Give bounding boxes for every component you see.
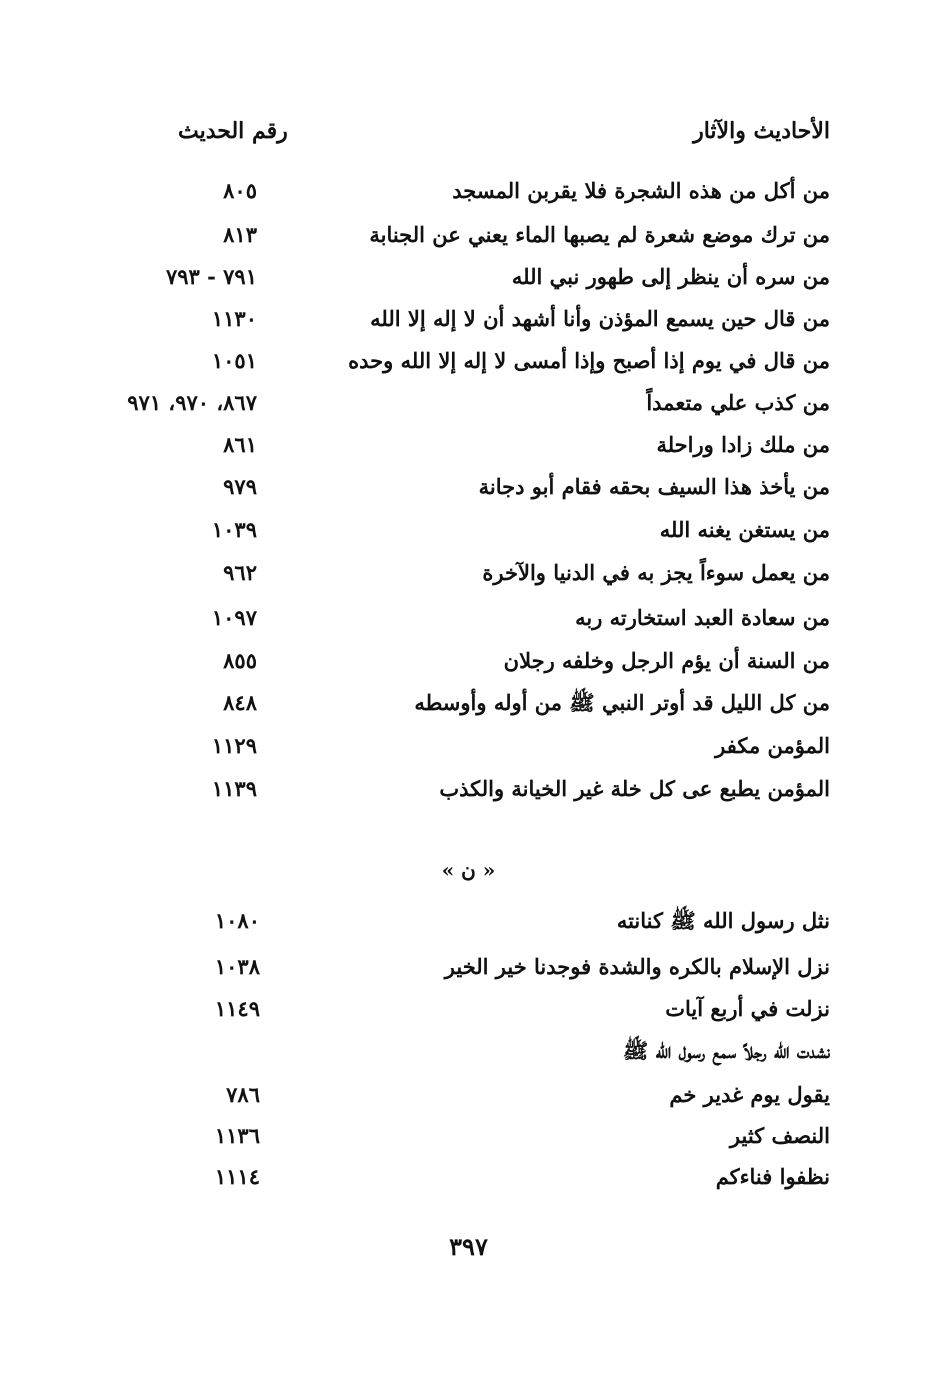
entry-text: يقول يوم غدير خم	[669, 1082, 830, 1107]
entry-number: ٨٦٧، ٩٧٠، ٩٧١	[127, 390, 257, 415]
entry-number: ٧٨٦	[226, 1082, 260, 1107]
entry-number: ١١٣٦	[214, 1123, 260, 1148]
entry-number: ١١٣٠	[211, 306, 257, 331]
entry-text: من يعمل سوءاً يجز به في الدنيا والآخرة	[482, 560, 830, 585]
entry-text: من كذب علي متعمداً	[646, 390, 830, 415]
entry-text: من كل الليل قد أوتر النبي ﷺ من أوله وأوسطه	[414, 690, 830, 715]
entry-number: ٨١٣	[223, 222, 257, 247]
entry-text: من السنة أن يؤم الرجل وخلفه رجلان	[503, 648, 830, 673]
entry-number: ٩٧٩	[223, 474, 257, 499]
entry-text: نثل رسول الله ﷺ كنانته	[616, 908, 830, 933]
page-number: ٣٩٧	[449, 1232, 488, 1261]
entry-text: من قال حين يسمع المؤذن وأنا أشهد أن لا إله إلا الله	[370, 306, 830, 331]
section-letter-noon: « ن »	[441, 858, 496, 882]
entry-number: ١١٢٩	[211, 733, 257, 758]
entry-number: ١٠٥١	[211, 348, 257, 373]
entry-text: نظفوا فناءكم	[715, 1164, 830, 1189]
entry-text: نزلت في أربع آيات	[665, 996, 830, 1021]
entry-number: ١٠٣٩	[211, 517, 257, 542]
entry-number: ٨٦١	[223, 432, 257, 457]
entry-number: ١٠٣٨	[214, 954, 260, 979]
entry-number: ١١٣٩	[211, 776, 257, 801]
entry-text: من قال في يوم إذا أصبح وإذا أمسى لا إله إلا الله وحده	[348, 348, 830, 373]
entry-text: من سعادة العبد استخارته ربه	[575, 605, 830, 630]
entry-text: من أكل من هذه الشجرة فلا يقربن المسجد	[452, 178, 830, 203]
entry-text: النصف كثير	[729, 1123, 830, 1148]
entry-number: ١١٤٩	[214, 996, 260, 1021]
entry-number: ٨٤٨	[223, 690, 257, 715]
entry-text: المؤمن مكفر	[715, 733, 830, 758]
entry-number: ٨٠٥	[223, 178, 257, 203]
entry-text: نزل الإسلام بالكره والشدة فوجدنا خير الخير	[444, 954, 830, 979]
entry-text: من ملك زادا وراحلة	[656, 432, 830, 457]
entry-text: من يأخذ هذا السيف بحقه فقام أبو دجانة	[478, 474, 830, 499]
entry-number: ١٠٩٧	[211, 605, 257, 630]
entry-text: نشدت الله رجلاً سمع رسول الله ﷺ	[622, 1038, 830, 1063]
entry-text: من ترك موضع شعرة لم يصبها الماء يعني عن الجنابة	[369, 222, 830, 247]
entry-number: ١٠٨٠	[214, 908, 260, 933]
column-header-hadiths: الأحاديث والآثار	[693, 118, 830, 144]
entry-text: من سره أن ينظر إلى طهور نبي الله	[511, 264, 830, 289]
column-header-number: رقم الحديث	[178, 118, 288, 144]
entry-number: ٩٦٢	[223, 560, 257, 585]
entry-number: ٧٩١ - ٧٩٣	[165, 264, 257, 289]
entry-text: المؤمن يطبع عى كل خلة غير الخيانة والكذب	[439, 776, 830, 801]
entry-number: ١١١٤	[214, 1164, 260, 1189]
entry-text: من يستغن يغنه الله	[659, 517, 830, 542]
entry-number: ٨٥٥	[223, 648, 257, 673]
